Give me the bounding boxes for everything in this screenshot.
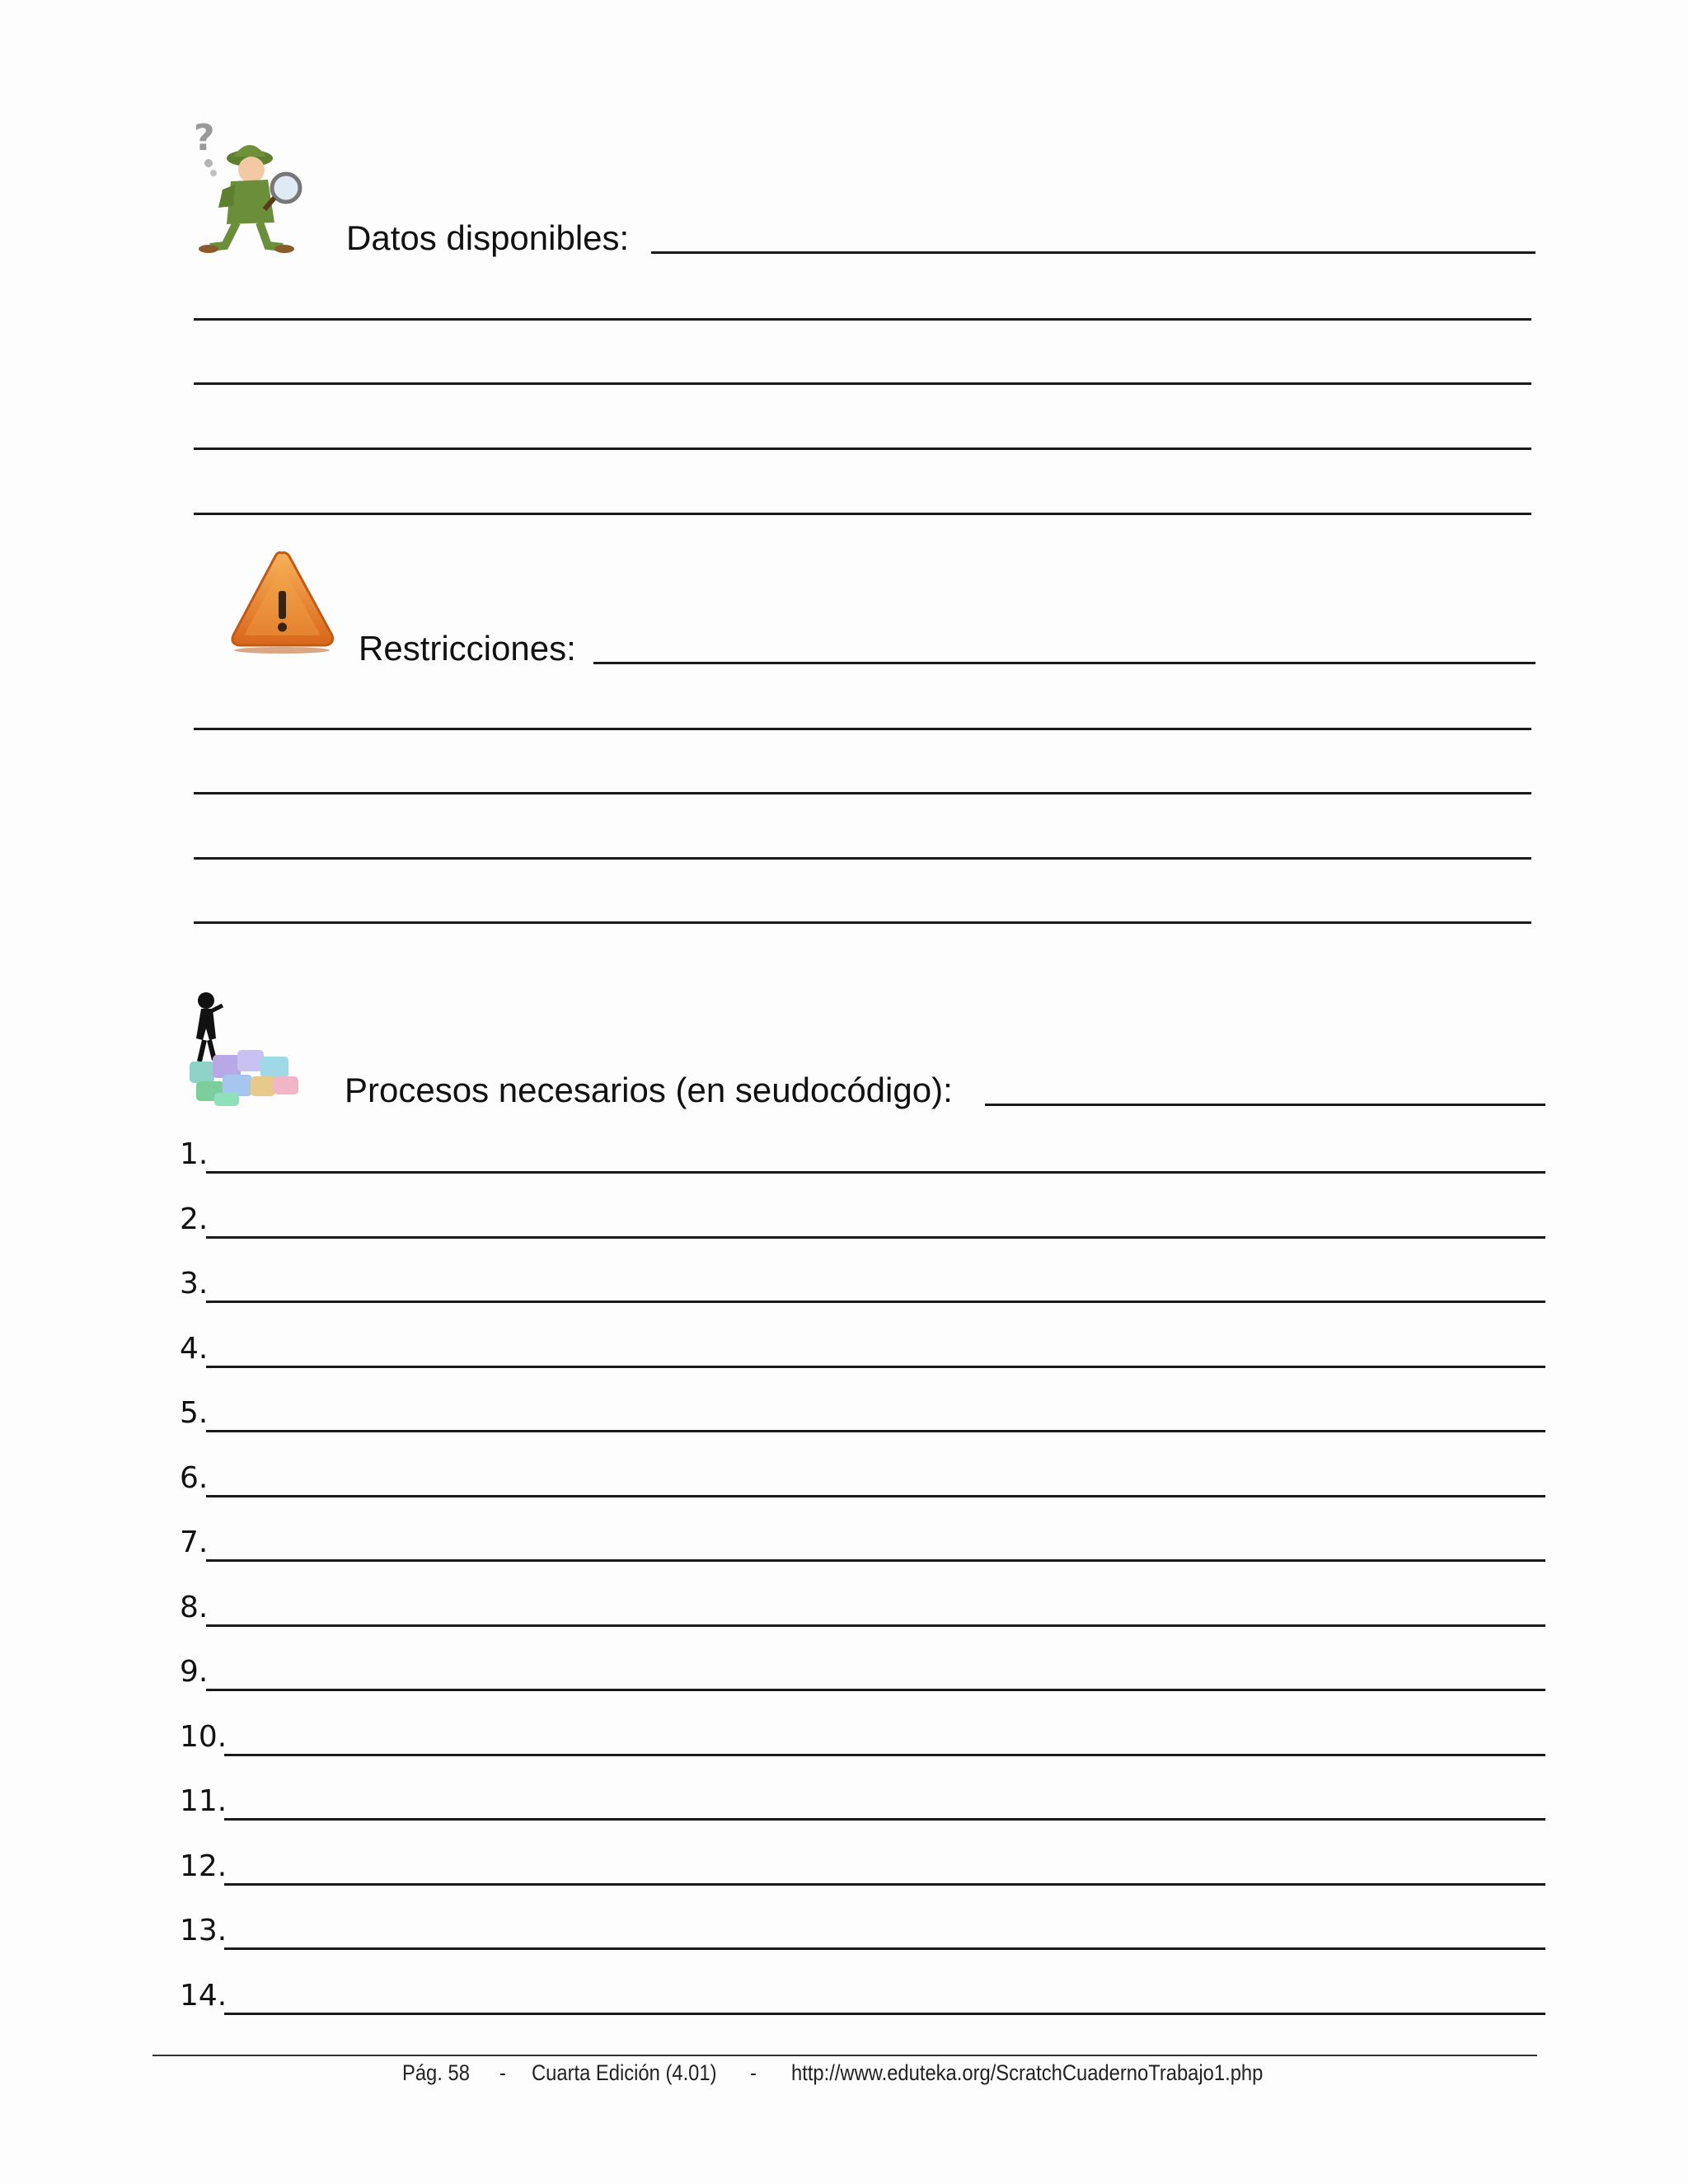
step-answer-line[interactable] [206, 1301, 1545, 1303]
detective-icon [185, 115, 309, 255]
footer-url: http://www.eduteka.org/ScratchCuadernoTrabajo1.php [791, 2060, 1264, 2085]
step-number: 12. [180, 1849, 227, 1883]
step-number: 14. [180, 1978, 227, 2013]
step-answer-line[interactable] [206, 1171, 1545, 1174]
restricciones-answer-line-1[interactable] [194, 728, 1531, 730]
step-answer-line[interactable] [224, 2013, 1545, 2015]
puzzle-figure-icon [181, 989, 313, 1108]
datos-disponibles-label: Datos disponibles: [346, 218, 630, 257]
datos-answer-line-2[interactable] [194, 382, 1531, 385]
footer-edition: Cuarta Edición (4.01) [532, 2060, 717, 2085]
step-number: 7. [180, 1526, 209, 1559]
step-answer-line[interactable] [206, 1430, 1545, 1432]
step-number: 4. [180, 1331, 209, 1366]
datos-answer-line-3[interactable] [194, 448, 1531, 450]
datos-answer-line-4[interactable] [194, 513, 1531, 515]
step-number: 1. [180, 1137, 209, 1171]
footer-divider [152, 2055, 1537, 2056]
restricciones-answer-line-2[interactable] [194, 792, 1531, 794]
step-answer-line[interactable] [224, 1883, 1545, 1886]
footer-separator-1: - [499, 2060, 506, 2085]
restricciones-answer-line-3[interactable] [194, 857, 1531, 860]
restricciones-answer-line-4[interactable] [194, 921, 1531, 924]
footer-separator-2: - [750, 2060, 757, 2085]
step-answer-line[interactable] [206, 1624, 1545, 1627]
datos-answer-line-0[interactable] [651, 251, 1536, 254]
svg-text:?: ? [194, 117, 215, 159]
procesos-label: Procesos necesarios (en seudocódigo): [345, 1071, 953, 1109]
procesos-answer-line-0[interactable] [985, 1104, 1545, 1106]
step-answer-line[interactable] [206, 1236, 1545, 1239]
datos-answer-line-1[interactable] [194, 318, 1531, 321]
step-number: 8. [180, 1590, 209, 1624]
step-number: 5. [180, 1396, 209, 1430]
step-number: 6. [180, 1460, 209, 1495]
restricciones-answer-line-0[interactable] [593, 662, 1536, 664]
step-answer-line[interactable] [206, 1495, 1545, 1497]
step-number: 9. [180, 1655, 209, 1689]
warning-icon [227, 548, 338, 655]
restricciones-label: Restricciones: [359, 629, 576, 668]
step-answer-line[interactable] [206, 1559, 1545, 1562]
step-number: 13. [180, 1914, 227, 1947]
step-answer-line[interactable] [224, 1818, 1545, 1821]
step-number: 3. [180, 1267, 209, 1301]
step-number: 10. [180, 1719, 227, 1754]
step-answer-line[interactable] [224, 1947, 1545, 1950]
step-answer-line[interactable] [206, 1689, 1545, 1691]
step-number: 11. [180, 1784, 227, 1818]
footer-page: Pág. 58 [402, 2060, 470, 2085]
step-answer-line[interactable] [206, 1366, 1545, 1368]
step-answer-line[interactable] [224, 1754, 1545, 1756]
step-number: 2. [180, 1202, 209, 1236]
